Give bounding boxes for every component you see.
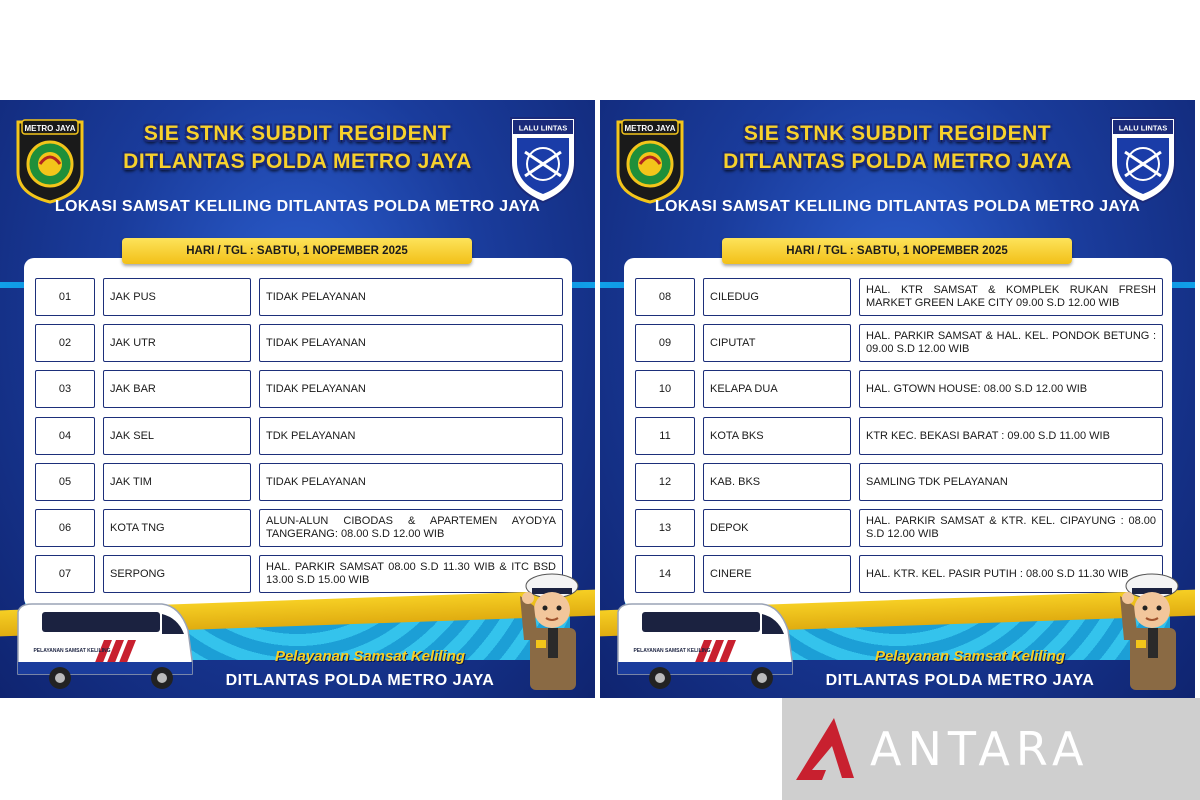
row-location: JAK SEL xyxy=(103,417,251,455)
row-info: HAL. PARKIR SAMSAT & HAL. KEL. PONDOK BETUNG : 09.00 S.D 12.00 WIB xyxy=(859,324,1163,362)
row-number: 03 xyxy=(35,370,95,408)
watermark-text: ANTARA xyxy=(870,722,1090,776)
row-number: 04 xyxy=(35,417,95,455)
row-location: KAB. BKS xyxy=(703,463,851,501)
row-number: 14 xyxy=(635,555,695,593)
row-number: 06 xyxy=(35,509,95,547)
row-number: 12 xyxy=(635,463,695,501)
row-number: 11 xyxy=(635,417,695,455)
row-info: HAL. KTR SAMSAT & KOMPLEK RUKAN FRESH MARKET GREEN LAKE CITY 09.00 S.D 12.00 WIB xyxy=(859,278,1163,316)
row-location: CINERE xyxy=(703,555,851,593)
row-location: CILEDUG xyxy=(703,278,851,316)
row-location: JAK BAR xyxy=(103,370,251,408)
footer-title: DITLANTAS POLDA METRO JAYA xyxy=(825,672,1095,689)
row-info: TIDAK PELAYANAN xyxy=(259,324,563,362)
schedule-panel-left xyxy=(0,100,595,698)
date-bar: HARI / TGL : SABTU, 1 NOPEMBER 2025 xyxy=(122,238,472,264)
header-line-1: SIE STNK SUBDIT REGIDENT xyxy=(743,122,1052,145)
bus-label: PELAYANAN SAMSAT KELILING xyxy=(33,648,111,654)
badge-text: METRO JAYA xyxy=(24,124,76,133)
row-location: KOTA BKS xyxy=(703,417,851,455)
row-location: CIPUTAT xyxy=(703,324,851,362)
row-info: HAL. GTOWN HOUSE: 08.00 S.D 12.00 WIB xyxy=(859,370,1163,408)
row-location: JAK UTR xyxy=(103,324,251,362)
samsat-bus-icon xyxy=(612,600,798,695)
row-info: HAL. PARKIR SAMSAT 08.00 S.D 11.30 WIB & ITC BSD 13.00 S.D 15.00 WIB xyxy=(259,555,563,593)
row-number: 02 xyxy=(35,324,95,362)
row-number: 13 xyxy=(635,509,695,547)
page-subtitle: LOKASI SAMSAT KELILING DITLANTAS POLDA METRO JAYA xyxy=(654,198,1141,215)
row-info: SAMLING TDK PELAYANAN xyxy=(859,463,1163,501)
footer-tagline: Pelayanan Samsat Keliling xyxy=(274,648,466,665)
row-location: DEPOK xyxy=(703,509,851,547)
saluting-officer-icon xyxy=(1110,566,1190,698)
header-line-1: SIE STNK SUBDIT REGIDENT xyxy=(143,122,452,145)
header-line-2: DITLANTAS POLDA METRO JAYA xyxy=(123,150,472,173)
bus-label: PELAYANAN SAMSAT KELILING xyxy=(633,648,711,654)
row-location: JAK PUS xyxy=(103,278,251,316)
row-number: 01 xyxy=(35,278,95,316)
schedule-panel-right xyxy=(600,100,1195,698)
antara-logo-icon xyxy=(792,708,862,788)
row-location: KELAPA DUA xyxy=(703,370,851,408)
date-bar: HARI / TGL : SABTU, 1 NOPEMBER 2025 xyxy=(722,238,1072,264)
row-location: SERPONG xyxy=(103,555,251,593)
row-location: KOTA TNG xyxy=(103,509,251,547)
row-number: 09 xyxy=(635,324,695,362)
row-number: 05 xyxy=(35,463,95,501)
badge-text: METRO JAYA xyxy=(624,124,676,133)
header-line-2: DITLANTAS POLDA METRO JAYA xyxy=(723,150,1072,173)
row-info: ALUN-ALUN CIBODAS & APARTEMEN AYODYA TANGERANG: 08.00 S.D 12.00 WIB xyxy=(259,509,563,547)
shield-text: LALU LINTAS xyxy=(518,123,568,133)
row-info: TIDAK PELAYANAN xyxy=(259,463,563,501)
shield-text: LALU LINTAS xyxy=(1118,123,1168,133)
saluting-officer-icon xyxy=(510,566,590,698)
row-number: 08 xyxy=(635,278,695,316)
row-location: JAK TIM xyxy=(103,463,251,501)
samsat-bus-icon xyxy=(12,600,198,695)
row-info: HAL. PARKIR SAMSAT & KTR. KEL. CIPAYUNG : 08.00 S.D 12.00 WIB xyxy=(859,509,1163,547)
page-subtitle: LOKASI SAMSAT KELILING DITLANTAS POLDA METRO JAYA xyxy=(54,198,541,215)
antara-watermark xyxy=(782,698,1200,800)
row-number: 07 xyxy=(35,555,95,593)
row-info: TDK PELAYANAN xyxy=(259,417,563,455)
row-info: KTR KEC. BEKASI BARAT : 09.00 S.D 11.00 WIB xyxy=(859,417,1163,455)
row-info: TIDAK PELAYANAN xyxy=(259,370,563,408)
footer-tagline: Pelayanan Samsat Keliling xyxy=(874,648,1066,665)
footer-title: DITLANTAS POLDA METRO JAYA xyxy=(225,672,495,689)
row-info: HAL. KTR. KEL. PASIR PUTIH : 08.00 S.D 11.30 WIB xyxy=(859,555,1163,593)
row-info: TIDAK PELAYANAN xyxy=(259,278,563,316)
row-number: 10 xyxy=(635,370,695,408)
